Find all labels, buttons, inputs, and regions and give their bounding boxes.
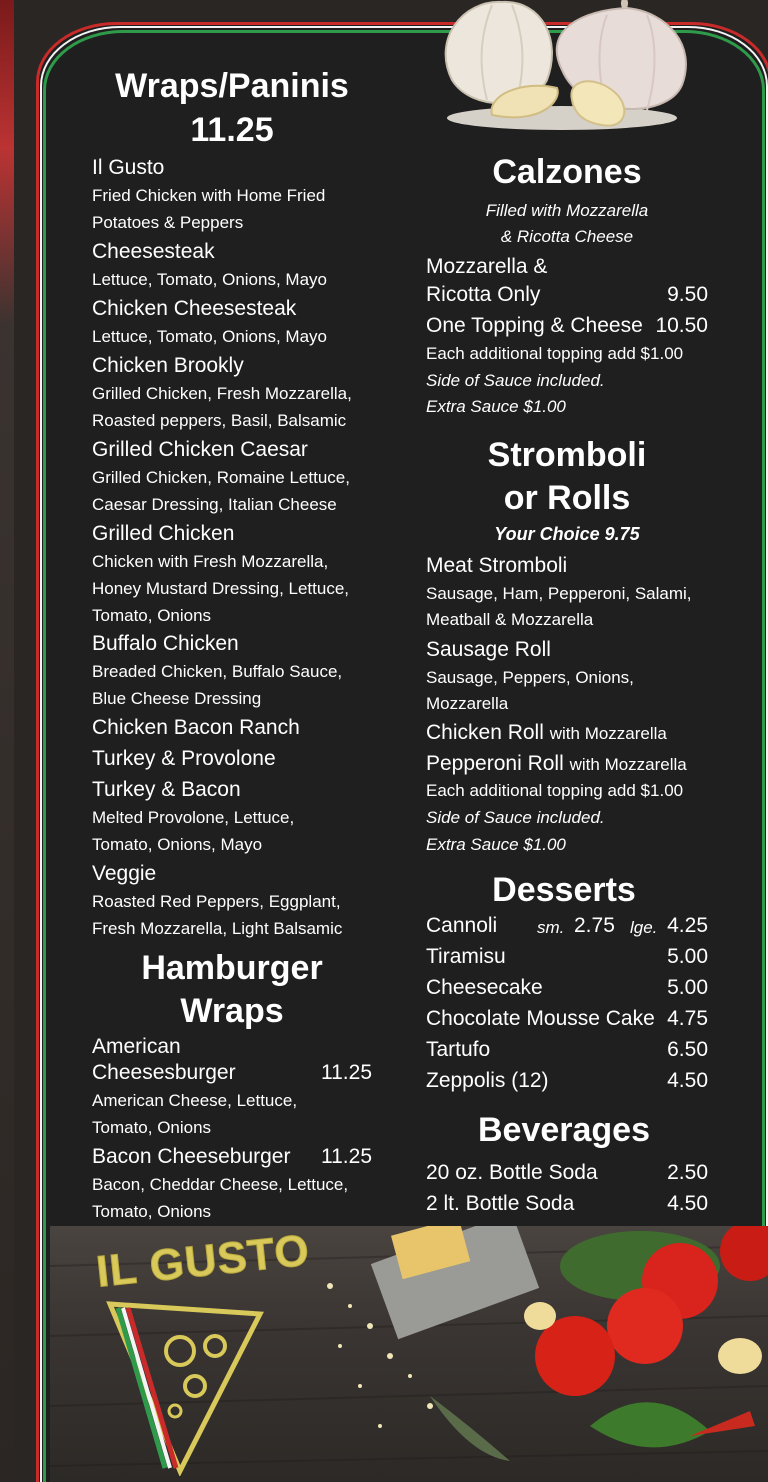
stromboli-desc: Mozzarella: [426, 694, 509, 713]
dessert-price: 4.75: [667, 1007, 708, 1030]
dessert-row: [426, 975, 708, 1001]
stromboli-suffix: with Mozzarella: [569, 755, 687, 774]
beverages-title: Beverages: [477, 1111, 650, 1149]
wraps-price: 11.25: [190, 111, 274, 149]
wrap-name: Chicken Cheesesteak: [92, 297, 297, 320]
calzones-title: Calzones: [492, 153, 642, 191]
wrap-desc: Fried Chicken with Home Fried: [92, 186, 326, 205]
hamburger-title: Hamburger: [141, 949, 323, 987]
calzone-note: Each additional topping add $1.00: [426, 344, 684, 363]
wrap-name: Grilled Chicken Caesar: [92, 438, 308, 461]
stromboli-choice-price: Your Choice 9.75: [494, 524, 640, 544]
dessert-row: [426, 944, 708, 970]
stromboli-name: Sausage Roll: [426, 638, 551, 661]
calzones-subtitle: & Ricotta Cheese: [500, 227, 634, 246]
cannoli-lg-price: 4.25: [667, 914, 708, 937]
burger-row: [92, 1060, 372, 1086]
wrap-name: Turkey & Provolone: [92, 747, 276, 770]
beverage-row: [426, 1160, 708, 1186]
beverage-row: [426, 1191, 708, 1217]
stromboli-desc: Sausage, Peppers, Onions,: [426, 668, 634, 687]
calzone-note: Side of Sauce included.: [426, 371, 605, 390]
dessert-price: 5.00: [667, 945, 708, 968]
wrap-name: Chicken Brookly: [92, 354, 244, 377]
dessert-price: 4.50: [667, 1069, 708, 1092]
beverage-name: 2 lt. Bottle Soda: [426, 1192, 575, 1215]
dessert-name: Chocolate Mousse Cake: [426, 1007, 655, 1030]
wrap-desc: Honey Mustard Dressing, Lettuce,: [92, 579, 350, 598]
burger-row: [92, 1144, 372, 1170]
burger-desc: American Cheese, Lettuce,: [92, 1091, 298, 1110]
wrap-desc: Grilled Chicken, Fresh Mozzarella,: [92, 384, 352, 403]
stromboli-title: Stromboli: [487, 436, 647, 474]
wraps-title: Wraps/Paninis: [115, 67, 349, 105]
bottom-food-photo: [50, 1226, 768, 1482]
dessert-price: 6.50: [667, 1038, 708, 1061]
calzone-note: Extra Sauce $1.00: [426, 397, 566, 416]
calzone-name: Mozzarella &: [426, 255, 548, 278]
calzone-price: 9.50: [667, 283, 708, 306]
wrap-name: Chicken Bacon Ranch: [92, 716, 300, 739]
wrap-desc: Breaded Chicken, Buffalo Sauce,: [92, 662, 343, 681]
wrap-desc: Blue Cheese Dressing: [92, 689, 262, 708]
cannoli-sm-label: sm.: [537, 918, 565, 937]
wrap-desc: Fresh Mozzarella, Light Balsamic: [92, 919, 343, 938]
stromboli-desc: Sausage, Ham, Pepperoni, Salami,: [426, 584, 692, 603]
wrap-name: Cheesesteak: [92, 240, 215, 263]
wrap-desc: Roasted Red Peppers, Eggplant,: [92, 892, 341, 911]
burger-name: American: [92, 1035, 181, 1058]
stromboli-suffix: with Mozzarella: [549, 724, 667, 743]
calzone-row: [426, 282, 708, 308]
cannoli-lg-label: lge.: [630, 918, 658, 937]
wrap-name: Grilled Chicken: [92, 522, 235, 545]
desserts-title: Desserts: [492, 871, 636, 909]
stromboli-name: Pepperoni Roll: [426, 752, 564, 775]
wrap-desc: Potatoes & Peppers: [92, 213, 244, 232]
calzone-name: Ricotta Only: [426, 283, 541, 306]
hamburger-title: Wraps: [180, 992, 284, 1030]
dessert-name: Tartufo: [426, 1038, 491, 1061]
burger-desc: Bacon, Cheddar Cheese, Lettuce,: [92, 1175, 349, 1194]
burger-price: 11.25: [321, 1145, 372, 1168]
wrap-desc: Tomato, Onions: [92, 606, 212, 625]
calzone-name: One Topping & Cheese: [426, 314, 643, 337]
dessert-row: [426, 1068, 708, 1094]
wrap-name: Turkey & Bacon: [92, 778, 241, 801]
stromboli-desc: Meatball & Mozzarella: [426, 610, 594, 629]
stromboli-note: Extra Sauce $1.00: [426, 835, 566, 854]
wrap-desc: Lettuce, Tomato, Onions, Mayo: [92, 327, 327, 346]
wrap-desc: Caesar Dressing, Italian Cheese: [92, 495, 337, 514]
stromboli-row: [426, 720, 667, 747]
burger-name: Bacon Cheeseburger: [92, 1145, 291, 1168]
wrap-desc: Melted Provolone, Lettuce,: [92, 808, 295, 827]
beverage-price: 4.50: [667, 1192, 708, 1215]
cannoli-sm-price: 2.75: [574, 914, 615, 937]
calzone-price: 10.50: [655, 314, 708, 337]
calzone-row: [426, 313, 708, 339]
wrap-desc: Tomato, Onions, Mayo: [92, 835, 263, 854]
beverage-name: 20 oz. Bottle Soda: [426, 1161, 598, 1184]
stromboli-note: Each additional topping add $1.00: [426, 781, 684, 800]
stromboli-name: Chicken Roll: [426, 721, 544, 744]
logo-text: IL GUSTO: [94, 1226, 313, 1297]
burger-name: Cheesesburger: [92, 1061, 236, 1084]
stromboli-row: [426, 751, 687, 778]
burger-desc: Tomato, Onions: [92, 1118, 212, 1137]
left-edge-photo: [0, 0, 14, 1482]
wrap-name: Veggie: [92, 862, 157, 885]
wrap-desc: Chicken with Fresh Mozzarella,: [92, 552, 329, 571]
burger-desc: Tomato, Onions: [92, 1202, 212, 1221]
cannoli-row: [426, 913, 708, 939]
wrap-desc: Roasted peppers, Basil, Balsamic: [92, 411, 347, 430]
dessert-price: 5.00: [667, 976, 708, 999]
stromboli-name: Meat Stromboli: [426, 554, 568, 577]
stromboli-title: or Rolls: [503, 479, 631, 517]
beverage-price: 2.50: [667, 1161, 708, 1184]
dessert-row: [426, 1037, 708, 1063]
calzones-subtitle: Filled with Mozzarella: [485, 201, 649, 220]
dessert-row: [426, 1006, 708, 1032]
dessert-name: Zeppolis (12): [426, 1069, 549, 1092]
wrap-desc: Lettuce, Tomato, Onions, Mayo: [92, 270, 327, 289]
dessert-name: Cannoli: [426, 914, 498, 937]
garlic-illustration: [432, 0, 692, 130]
wrap-desc: Grilled Chicken, Romaine Lettuce,: [92, 468, 350, 487]
wrap-name: Il Gusto: [92, 156, 165, 179]
wrap-name: Buffalo Chicken: [92, 632, 239, 655]
stromboli-note: Side of Sauce included.: [426, 808, 605, 827]
burger-price: 11.25: [321, 1061, 372, 1084]
dessert-name: Tiramisu: [426, 945, 506, 968]
dessert-name: Cheesecake: [426, 976, 543, 999]
